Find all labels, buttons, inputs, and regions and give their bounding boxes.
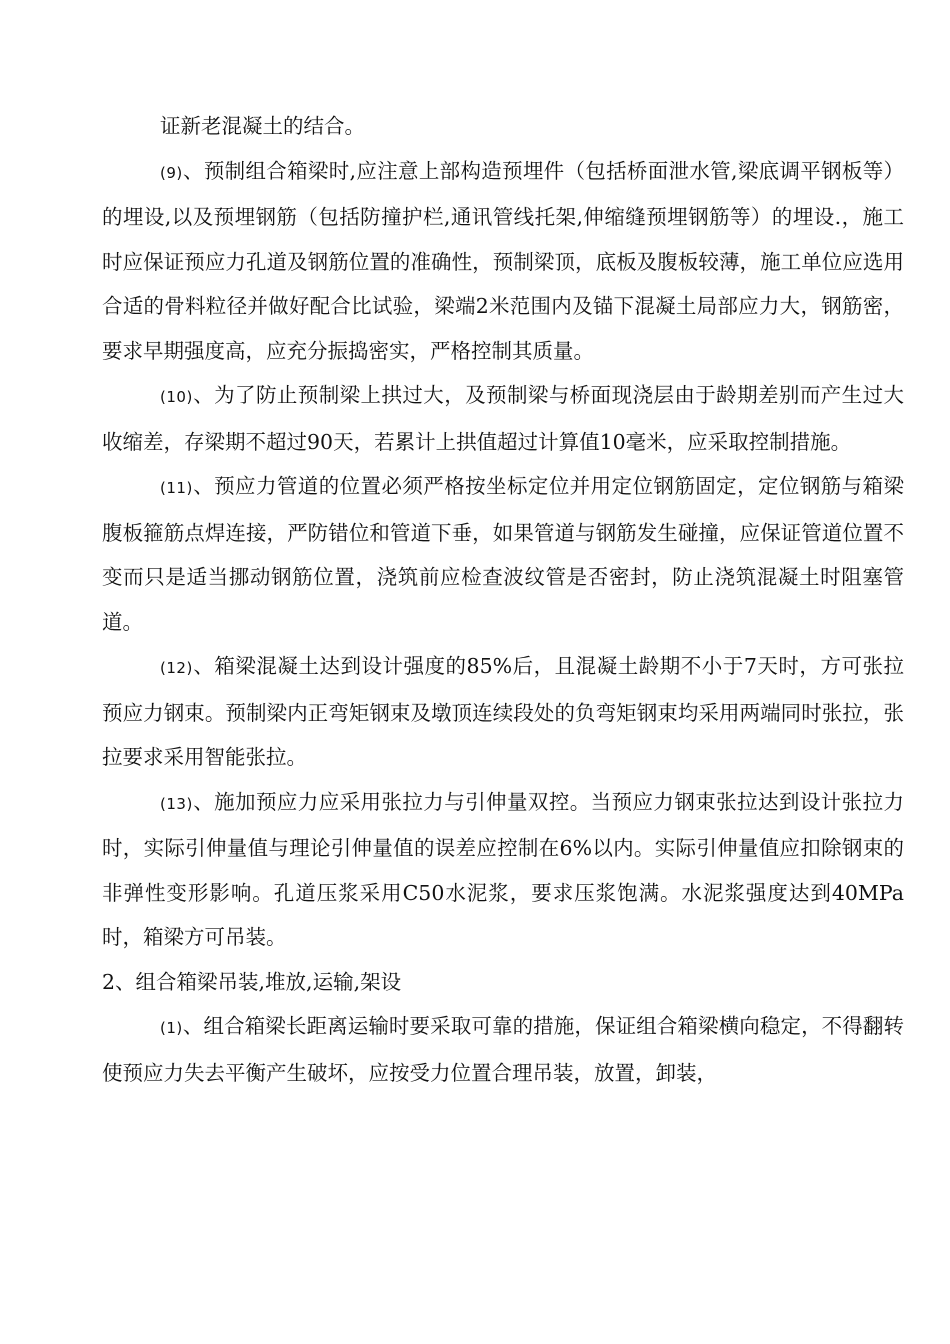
item-number: (1) [160,1019,183,1037]
paragraph-continuation [102,104,904,149]
item-number: (12) [160,659,193,677]
paragraph-text: 、预应力管道的位置必须严格按坐标定位并用定位钢筋固定，定位钢筋与箱梁腹板箍筋点焊连接，严防错位和管道下垂，如果管道与钢筋发生碰撞，应保证管道位置不变而只是适当挪动钢筋位置，浇筑前应检查波纹管是否密封，防止浇筑混凝土时阻塞管道。 [102,474,904,634]
paragraph-item-10 [102,373,904,464]
paragraph-text: 、组合箱梁长距离运输时要采取可靠的措施，保证组合箱梁横向稳定，不得翻转使预应力失去平衡产生破坏，应按受力位置合理吊装，放置，卸装， [102,1014,904,1085]
paragraph-text: 、为了防止预制梁上拱过大，及预制梁与桥面现浇层由于龄期差别而产生过大收缩差，存梁期不超过90天，若累计上拱值超过计算值10毫米，应采取控制措施。 [102,383,904,454]
paragraph-text: 、箱梁混凝土达到设计强度的85%后，且混凝土龄期不小于7天时，方可张拉预应力钢束。预制梁内正弯矩钢束及墩顶连续段处的负弯矩钢束均采用两端同时张拉，张拉要求采用智能张拉。 [102,654,904,769]
paragraph-text: 、施加预应力应采用张拉力与引伸量双控。当预应力钢束张拉达到设计张拉力时，实际引伸量值与理论引伸量值的误差应控制在6%以内。实际引伸量值应扣除钢束的非弹性变形影响。孔道压浆采用C50水泥浆，要求压浆饱满。水泥浆强度达到40MPa时，箱梁方可吊装。 [102,789,904,949]
item-number: (13) [160,794,193,813]
section-heading: 2、组合箱梁吊装,堆放,运输,架设 [102,969,402,994]
item-number: (10) [160,388,193,406]
item-number: (9) [160,163,183,182]
paragraph-text: 证新老混凝土的结合。 [160,114,365,138]
paragraph-item-12 [102,644,904,780]
paragraph-item-13 [102,780,904,960]
paragraph-item-1 [102,1004,904,1095]
item-number: (11) [160,479,193,497]
paragraph-text: 、预制组合箱梁时,应注意上部构造预埋件（包括桥面泄水管,梁底调平钢板等）的埋设,以及预埋钢筋（包括防撞护栏,通讯管线托架,伸缩缝预埋钢筋等）的埋设.，施工时应保证预应力孔道及钢筋位置的准确性，预制梁顶，底板及腹板较薄，施工单位应选用合适的骨料粒径并做好配合比试验，梁端2米范围内及锚下混凝土局部应力大，钢筋密，要求早期强度高，应充分振捣密实，严格控制其质量。 [102,158,904,363]
paragraph-item-9 [102,149,904,374]
paragraph-item-11 [102,464,904,644]
